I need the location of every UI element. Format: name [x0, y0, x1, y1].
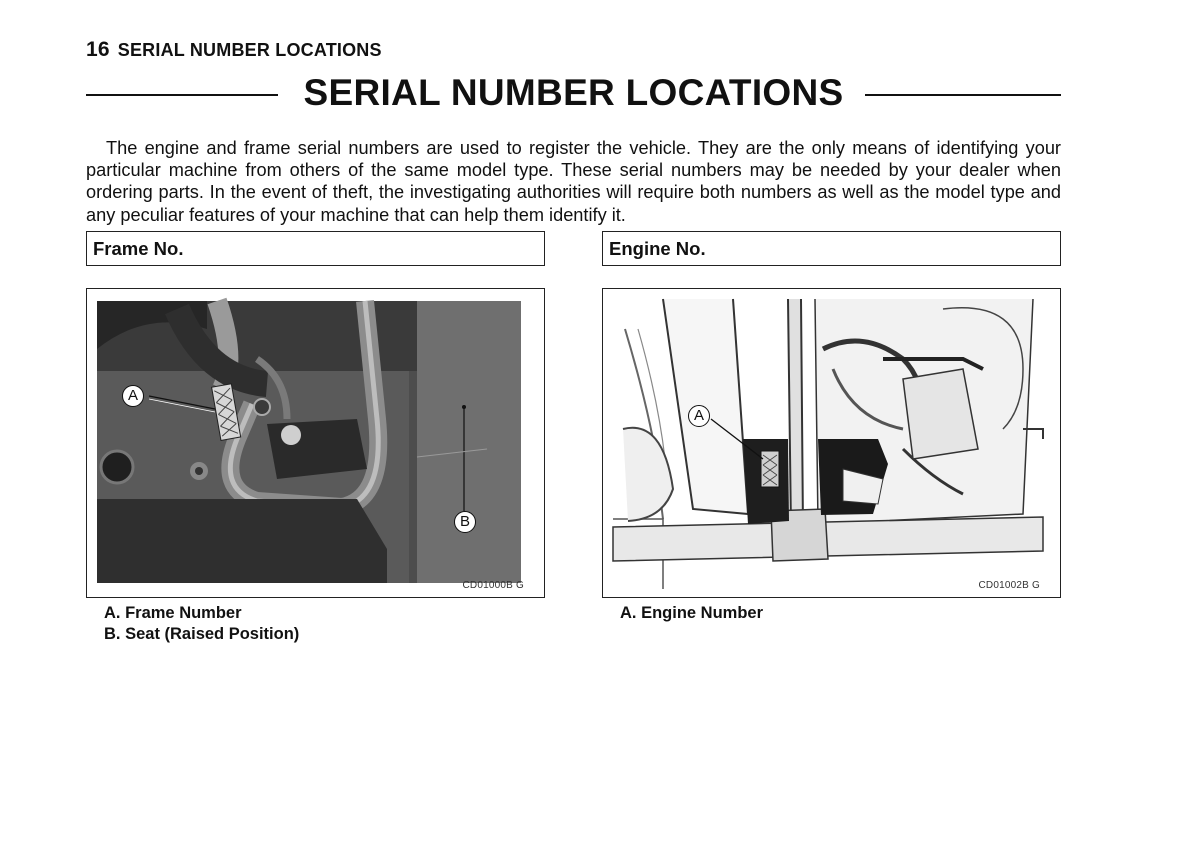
title-row	[86, 70, 1061, 116]
figure-code: CD01002B G	[978, 580, 1040, 591]
frame-figure-captions	[104, 603, 299, 644]
caption-frame-number: A. Frame Number	[104, 604, 242, 622]
page-number: 16	[86, 38, 110, 61]
frame-number-label: Frame No.	[93, 238, 184, 259]
caption-engine-number: A. Engine Number	[620, 604, 764, 622]
frame-number-box[interactable]	[86, 231, 545, 266]
frame-photo-illustration	[87, 289, 543, 596]
engine-figure-captions	[620, 603, 763, 624]
frame-number-figure	[86, 288, 545, 598]
intro-paragraph: The engine and frame serial numbers are used to register the vehicle. They are the only means of identifying your particular machine from others of the same model type. These serial numbers may be needed by your dealer when ordering parts. In the event of theft, the investigating authorities will require both numbers as well as the model type and any peculiar features of your machine that can help them identify it.	[86, 138, 1061, 225]
running-head-section: SERIAL NUMBER LOCATIONS	[117, 40, 382, 60]
running-head	[86, 38, 382, 62]
callout-a-engine: A	[688, 405, 710, 427]
engine-number-figure	[602, 288, 1061, 598]
engine-number-label: Engine No.	[609, 238, 706, 259]
callout-b-seat: B	[454, 511, 476, 533]
title-rule-right	[865, 94, 1061, 96]
page-title: SERIAL NUMBER LOCATIONS	[303, 72, 844, 113]
engine-number-box[interactable]	[602, 231, 1061, 266]
caption-seat: B. Seat (Raised Position)	[104, 624, 300, 643]
callout-a-frame: A	[122, 385, 144, 407]
engine-photo-illustration	[603, 289, 1059, 596]
figure-code: CD01000B G	[462, 580, 524, 591]
